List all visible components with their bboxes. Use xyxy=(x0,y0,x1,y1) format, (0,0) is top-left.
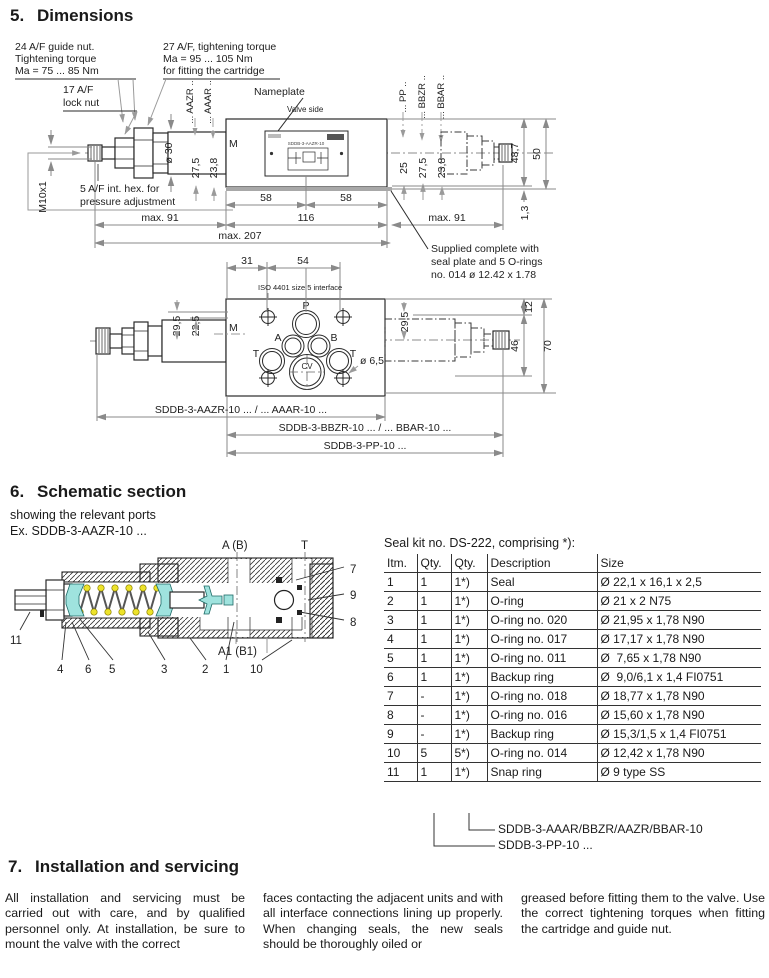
iso-interface-label: ISO 4401 size 5 interface xyxy=(258,283,343,292)
dim-50-label: 50 xyxy=(531,148,543,160)
dim-295-left-label: 29,5 xyxy=(171,315,183,337)
seal-kit-cell: Ø 7,65 x 1,78 N90 xyxy=(597,649,761,668)
col-pp-label: ... PP .. xyxy=(398,81,409,113)
port-a-label: A xyxy=(274,332,282,344)
dim-58a-label: 58 xyxy=(260,192,272,204)
item-11-label: 11 xyxy=(10,635,22,647)
seal-kit-cell: 1 xyxy=(417,611,451,630)
seal-kit-row xyxy=(384,592,761,611)
section-6-number: 6. xyxy=(10,482,25,501)
lock-nut-callout-line2: lock nut xyxy=(63,97,100,109)
seal-kit-cell: O-ring xyxy=(487,592,597,611)
seal-kit-cell: 1*) xyxy=(451,706,487,725)
section-7-heading xyxy=(8,857,239,877)
upper-view-side xyxy=(15,41,556,281)
dim-12-label: 12 xyxy=(523,301,535,313)
seal-kit-cell: 4 xyxy=(384,630,417,649)
dim-295-right-label: 29,5 xyxy=(399,311,411,333)
col-bbzr-label: ... BBZR .. xyxy=(417,75,428,119)
seal-kit-cell: 6 xyxy=(384,668,417,687)
seal-kit-cell: 1 xyxy=(384,573,417,592)
seal-kit-cell: 1*) xyxy=(451,725,487,744)
port-m-bottom-label: M xyxy=(229,322,238,334)
lower-view-interface xyxy=(90,255,556,457)
item-8-label: 8 xyxy=(350,617,357,629)
seal-kit-cell: 1 xyxy=(417,573,451,592)
section-5-title: Dimensions xyxy=(37,6,134,25)
item-9-label: 9 xyxy=(350,590,357,602)
seal-kit-row xyxy=(384,573,761,592)
seal-kit-row xyxy=(384,611,761,630)
model-pp-label: SDDB-3-PP-10 ... xyxy=(323,440,407,452)
seal-kit-cell: 1 xyxy=(417,668,451,687)
item-3-label: 3 xyxy=(161,664,168,676)
section-6-heading xyxy=(10,482,186,502)
cartridge-callout-line1: 27 A/F, tightening torque xyxy=(163,41,277,53)
seal-kit-cell: O-ring no. 020 xyxy=(487,611,597,630)
item-5-label: 5 xyxy=(109,664,116,676)
installation-column-3: greased before fitting them to the valve. Use the correct tightening torques when fitting the cartridge and guide nut. xyxy=(521,891,765,936)
dim-54-label: 54 xyxy=(297,255,309,267)
seal-kit-row xyxy=(384,687,761,706)
supplied-note-line3: no. 014 ø 12.42 x 1.78 xyxy=(431,269,537,281)
section-6-title: Schematic section xyxy=(37,482,187,501)
bracket-models-label: SDDB-3-AAAR/BBZR/AAZR/BBAR-10 xyxy=(498,822,703,836)
seal-kit-cell: Ø 18,77 x 1,78 N90 xyxy=(597,687,761,706)
seal-kit-cell: O-ring no. 011 xyxy=(487,649,597,668)
schematic-subtitle-1: showing the relevant ports xyxy=(10,508,156,522)
seal-kit-table-block xyxy=(384,536,767,782)
header-size: Size xyxy=(597,554,761,573)
port-t-left-label: T xyxy=(252,348,260,360)
seal-kit-row xyxy=(384,706,761,725)
col-bbar-label: ... BBAR .. xyxy=(436,74,447,120)
seal-kit-cell: Ø 21,95 x 1,78 N90 xyxy=(597,611,761,630)
installation-column-1: All installation and servicing must be carried out with care, and by qualified personnel only. At installation, be sure to mount the valve with the correct xyxy=(5,891,245,952)
seal-kit-row xyxy=(384,744,761,763)
schematic-port-t-label: T xyxy=(301,540,309,552)
dim-225-label: 22,5 xyxy=(190,315,202,337)
seal-kit-cell: 5*) xyxy=(451,744,487,763)
seal-kit-cell: Ø 22,1 x 16,1 x 2,5 xyxy=(597,573,761,592)
seal-kit-cell: Backup ring xyxy=(487,725,597,744)
seal-kit-cell: 9 xyxy=(384,725,417,744)
dim-31-label: 31 xyxy=(241,255,253,267)
seal-kit-cell: Snap ring xyxy=(487,763,597,782)
valve-side-label: Valve side xyxy=(287,105,324,114)
seal-kit-cell: 10 xyxy=(384,744,417,763)
seal-kit-cell: 11 xyxy=(384,763,417,782)
header-qty1: Qty. xyxy=(417,554,451,573)
dim-max207-label: max. 207 xyxy=(218,230,262,242)
seal-kit-cell: Ø 17,17 x 1,78 N90 xyxy=(597,630,761,649)
model-bbzr-bbar-label: SDDB-3-BBZR-10 ... / ... BBAR-10 ... xyxy=(278,422,452,434)
schematic-section-drawing xyxy=(10,540,356,676)
seal-kit-cell: 8 xyxy=(384,706,417,725)
dim-max91-left-label: max. 91 xyxy=(141,212,179,224)
seal-kit-cell: Ø 21 x 2 N75 xyxy=(597,592,761,611)
seal-kit-row xyxy=(384,668,761,687)
seal-kit-cell: 1*) xyxy=(451,573,487,592)
lock-nut-callout-line1: 17 A/F xyxy=(63,84,94,96)
seal-kit-cell: O-ring no. 017 xyxy=(487,630,597,649)
header-description: Description xyxy=(487,554,597,573)
seal-kit-cell: - xyxy=(417,725,451,744)
nameplate-model-text: SDDB-3-AAZR-10 xyxy=(287,141,325,146)
installation-column-2: faces contacting the adjacent units and with all interface connections lining up properly. When changing seals, the new seals should be thoroughly oiled or xyxy=(263,891,503,952)
dia238-left-label: 23,8 xyxy=(208,157,220,179)
supplied-note-line2: seal plate and 5 O-rings xyxy=(431,256,543,268)
seal-kit-cell: 1 xyxy=(417,630,451,649)
port-t-right-label: T xyxy=(349,348,357,360)
guide-nut-callout-line3: Ma = 75 ... 85 Nm xyxy=(15,65,99,77)
dia275-left-label: 27,5 xyxy=(190,157,202,179)
section-7-number: 7. xyxy=(8,857,23,876)
port-cv-label: CV xyxy=(301,362,313,371)
col-aazr-label: ... AAZR .. xyxy=(185,80,196,124)
seal-kit-cell: 1*) xyxy=(451,592,487,611)
header-qty2: Qty. xyxy=(451,554,487,573)
seal-kit-table xyxy=(384,554,761,782)
guide-nut-callout-line2: Tightening torque xyxy=(15,53,97,65)
seal-kit-cell: 2 xyxy=(384,592,417,611)
seal-kit-cell: Ø 9 type SS xyxy=(597,763,761,782)
seal-kit-cell: 1*) xyxy=(451,630,487,649)
dia30-label: ø 30 xyxy=(163,142,175,164)
port-p-label: P xyxy=(302,300,310,312)
seal-kit-cell: Ø 12,42 x 1,78 N90 xyxy=(597,744,761,763)
section-5-number: 5. xyxy=(10,6,25,25)
seal-kit-cell: Ø 9,0/6,1 x 1,4 FI0751 xyxy=(597,668,761,687)
dia25-right-label: 25 xyxy=(398,162,410,174)
port-b-label: B xyxy=(330,332,338,344)
seal-kit-cell: Ø 15,3/1,5 x 1,4 FI0751 xyxy=(597,725,761,744)
hex-callout-line2: pressure adjustment xyxy=(80,196,176,208)
seal-kit-cell: 5 xyxy=(417,744,451,763)
item-6-label: 6 xyxy=(85,664,92,676)
dim-58b-label: 58 xyxy=(340,192,352,204)
seal-kit-header-row xyxy=(384,554,761,573)
cartridge-callout-line2: Ma = 95 ... 105 Nm xyxy=(163,53,253,65)
seal-kit-cell: Ø 15,60 x 1,78 N90 xyxy=(597,706,761,725)
guide-nut-callout-line1: 24 A/F guide nut. xyxy=(15,41,95,53)
seal-kit-cell: O-ring no. 016 xyxy=(487,706,597,725)
seal-kit-cell: 1*) xyxy=(451,668,487,687)
dia65-label: ø 6,5 xyxy=(360,355,384,367)
model-aazr-aaar-label: SDDB-3-AAZR-10 ... / ... AAAR-10 ... xyxy=(154,404,328,416)
seal-kit-cell: 1 xyxy=(417,592,451,611)
schematic-port-ab-label: A (B) xyxy=(222,540,248,552)
seal-kit-cell: O-ring no. 014 xyxy=(487,744,597,763)
dim-46-label: 46 xyxy=(509,340,521,352)
dia275-right-label: 27,5 xyxy=(417,157,429,179)
section-7-title: Installation and servicing xyxy=(35,857,240,876)
dia238-right-label: 23,8 xyxy=(436,157,448,179)
dim-max91-right-label: max. 91 xyxy=(428,212,466,224)
item-10-label: 10 xyxy=(250,664,263,676)
seal-kit-cell: - xyxy=(417,706,451,725)
schematic-port-a1b1-label: A1 (B1) xyxy=(218,646,257,658)
col-aaar-label: ... AAAR .. xyxy=(203,80,214,124)
cartridge-callout-line3: for fitting the cartridge xyxy=(163,65,265,77)
table-bracket-block xyxy=(384,813,769,861)
seal-kit-cell: 1*) xyxy=(451,687,487,706)
seal-kit-cell: 7 xyxy=(384,687,417,706)
schematic-subtitle-2: Ex. SDDB-3-AAZR-10 ... xyxy=(10,524,147,538)
seal-kit-title: Seal kit no. DS-222, comprising *): xyxy=(384,536,576,550)
seal-kit-cell: 1*) xyxy=(451,763,487,782)
bracket-pp-label: SDDB-3-PP-10 ... xyxy=(498,838,593,852)
item-7-label: 7 xyxy=(350,564,357,576)
seal-kit-row xyxy=(384,763,761,782)
seal-kit-cell: - xyxy=(417,687,451,706)
supplied-note-line1: Supplied complete with xyxy=(431,243,539,255)
thread-label: M10x1 xyxy=(37,181,49,213)
seal-kit-cell: Seal xyxy=(487,573,597,592)
seal-kit-row xyxy=(384,725,761,744)
item-2-label: 2 xyxy=(202,664,209,676)
seal-kit-cell: 1*) xyxy=(451,611,487,630)
seal-kit-cell: 1 xyxy=(417,763,451,782)
hex-callout-line1: 5 A/F int. hex. for xyxy=(80,183,160,195)
seal-kit-cell: 1 xyxy=(417,649,451,668)
seal-kit-row xyxy=(384,630,761,649)
port-m-top-label: M xyxy=(229,138,238,150)
bracket-lines xyxy=(384,813,769,861)
seal-kit-cell: 5 xyxy=(384,649,417,668)
dim-13-label: 1,3 xyxy=(519,205,531,221)
seal-kit-row xyxy=(384,649,761,668)
dim-487-label: 48,7 xyxy=(509,142,521,164)
header-itm: Itm. xyxy=(384,554,417,573)
item-1-label: 1 xyxy=(223,664,230,676)
seal-kit-cell: O-ring no. 018 xyxy=(487,687,597,706)
nameplate-callout: Nameplate xyxy=(254,86,305,98)
dim-70-label: 70 xyxy=(542,340,554,352)
dim-116-label: 116 xyxy=(297,212,315,224)
seal-kit-cell: Backup ring xyxy=(487,668,597,687)
section-5-heading xyxy=(10,6,133,26)
seal-kit-cell: 1*) xyxy=(451,649,487,668)
item-4-label: 4 xyxy=(57,664,64,676)
seal-kit-cell: 3 xyxy=(384,611,417,630)
